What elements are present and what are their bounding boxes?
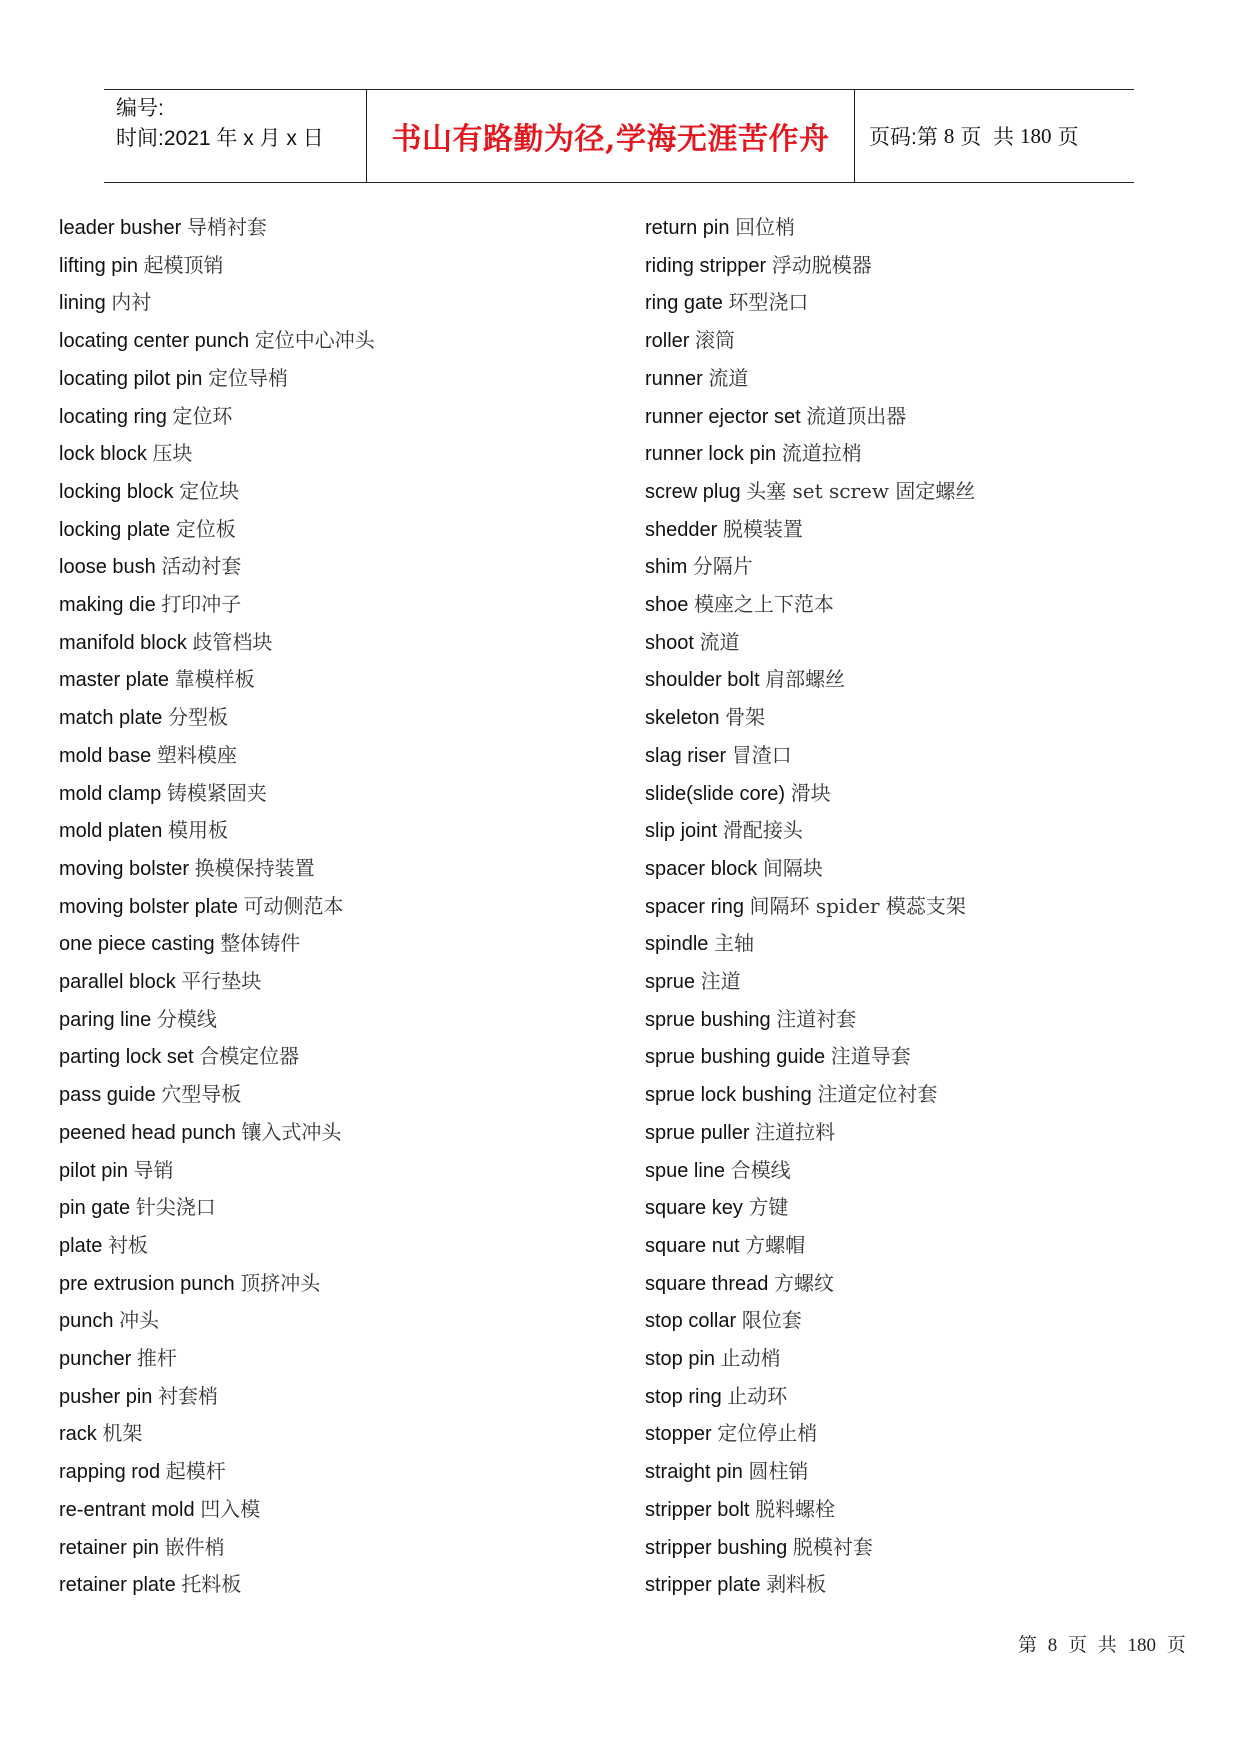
term-chinese: 分型板 — [167, 705, 228, 730]
glossary-entry — [645, 742, 792, 769]
term-chinese: 铸模紧固夹 — [166, 780, 267, 805]
term-chinese: 合模线 — [730, 1157, 791, 1182]
glossary-entry — [645, 1232, 805, 1259]
term-english: manifold block — [59, 631, 187, 654]
term-english: spacer ring — [645, 895, 744, 918]
glossary-entry — [59, 1270, 320, 1297]
term-chinese: 导梢衬套 — [186, 215, 267, 239]
glossary-entry — [645, 214, 795, 241]
footer-current: 8 — [1047, 1635, 1058, 1656]
term-chinese: 分隔片 — [692, 554, 753, 579]
term-chinese: 流道 — [699, 629, 740, 654]
term-chinese: 内衬 — [111, 290, 152, 315]
term-english: runner lock pin — [645, 443, 777, 466]
term-english: retainer pin — [59, 1536, 160, 1559]
term-english: stripper bushing — [645, 1536, 788, 1559]
term-chinese: 机架 — [102, 1421, 143, 1446]
term-chinese: 流道 — [708, 365, 749, 390]
term-chinese: 顶挤冲头 — [240, 1270, 321, 1295]
glossary-entry — [59, 1458, 226, 1485]
footer-prefix: 第 — [1018, 1635, 1038, 1656]
term-english: slip joint — [645, 820, 718, 843]
glossary-entry — [645, 704, 765, 731]
glossary-entry — [59, 1534, 225, 1561]
term-english: punch — [59, 1310, 114, 1333]
term-english: pusher pin — [59, 1385, 153, 1408]
glossary-entry — [645, 591, 834, 618]
term-english: pre extrusion punch — [59, 1272, 235, 1295]
glossary-entry — [645, 1006, 856, 1033]
term-chinese: 止动梢 — [720, 1346, 781, 1370]
glossary-entry — [59, 893, 344, 920]
glossary-entry — [645, 893, 966, 920]
term-chinese: 定位板 — [175, 516, 236, 541]
term-english: stop ring — [645, 1385, 722, 1408]
glossary-entry — [645, 252, 872, 279]
term-english: match plate — [59, 707, 163, 730]
glossary-entry — [645, 817, 803, 844]
term-chinese: 穴型导板 — [161, 1082, 242, 1107]
glossary-entry — [59, 1119, 341, 1146]
term-english: peened head punch — [59, 1121, 236, 1144]
term-chinese: 冲头 — [119, 1308, 160, 1333]
glossary-entry — [59, 1496, 260, 1523]
glossary-entry — [59, 1420, 142, 1447]
term-english: screw plug — [645, 480, 741, 503]
glossary-entry — [59, 1081, 241, 1108]
page-footer — [1018, 1630, 1186, 1657]
glossary-entry — [645, 1043, 911, 1070]
glossary-entry — [59, 1043, 299, 1070]
term-chinese: 限位套 — [741, 1308, 802, 1333]
term-chinese: 活动衬套 — [161, 554, 242, 579]
glossary-entry — [645, 629, 740, 656]
term-english: sprue bushing — [645, 1008, 771, 1031]
glossary-entry — [645, 403, 906, 430]
term-chinese: 分模线 — [156, 1006, 217, 1031]
term-english: master plate — [59, 669, 170, 692]
term-chinese: 压块 — [152, 441, 193, 466]
term-english: spindle — [645, 933, 709, 956]
term-chinese: 环型浇口 — [728, 290, 809, 315]
motto-text: 书山有路勤为径,学海无涯苦作舟 — [391, 122, 830, 157]
term-chinese: 嵌件梢 — [164, 1534, 225, 1559]
glossary-entry — [59, 1157, 174, 1184]
term-chinese: 定位导梢 — [208, 365, 288, 390]
term-english: runner — [645, 367, 703, 390]
term-english: re-entrant mold — [59, 1498, 195, 1521]
term-english: leader busher — [59, 217, 182, 239]
glossary-entry — [59, 440, 192, 467]
footer-total: 180 — [1127, 1635, 1157, 1656]
glossary-entry — [59, 1006, 217, 1033]
glossary-entry — [645, 1194, 788, 1221]
glossary-entry — [645, 553, 753, 580]
term-english: plate — [59, 1234, 103, 1257]
glossary-entry — [59, 516, 236, 543]
term-chinese: 间隔块 — [762, 855, 823, 880]
glossary-entry — [59, 968, 261, 995]
term-chinese: 注道衬套 — [776, 1006, 857, 1031]
glossary-entry — [645, 440, 862, 467]
glossary-entry — [645, 289, 808, 316]
term-chinese: 定位环 — [172, 403, 233, 428]
term-english: stripper plate — [645, 1574, 761, 1597]
term-chinese: 可动侧范本 — [243, 893, 344, 918]
term-chinese: 凹入模 — [200, 1496, 261, 1521]
glossary-entry — [645, 327, 735, 354]
document-number-label: 编号: — [116, 97, 164, 120]
footer-suffix: 页 — [1166, 1635, 1186, 1656]
glossary-entry — [645, 780, 831, 807]
term-chinese: 方螺帽 — [745, 1232, 806, 1257]
glossary-entry — [645, 1270, 834, 1297]
term-english: stripper bolt — [645, 1498, 750, 1521]
glossary-entry — [59, 742, 237, 769]
footer-mid: 页 共 — [1068, 1635, 1117, 1656]
term-chinese: 脱料螺栓 — [755, 1496, 836, 1521]
term-english: locking plate — [59, 518, 171, 541]
term-chinese: 衬板 — [107, 1232, 148, 1257]
term-english: straight pin — [645, 1461, 743, 1484]
term-english: runner ejector set — [645, 405, 801, 428]
term-english: sprue — [645, 971, 696, 993]
term-chinese: 主轴 — [713, 931, 754, 956]
glossary-entry — [59, 478, 239, 505]
glossary-entry — [59, 1307, 159, 1334]
page-label-prefix: 页码:第 — [869, 126, 938, 149]
glossary-entry — [645, 1345, 781, 1372]
glossary-entry — [59, 553, 241, 580]
glossary-entry — [59, 930, 300, 957]
term-english: shim — [645, 556, 688, 579]
term-chinese: 冒渣口 — [731, 742, 792, 767]
term-chinese: 起模杆 — [165, 1459, 226, 1484]
term-english: mold platen — [59, 820, 163, 843]
term-chinese: 浮动脱模器 — [771, 252, 872, 277]
term-english: mold clamp — [59, 782, 162, 805]
glossary-entry — [59, 214, 267, 241]
term-chinese: 推杆 — [136, 1346, 177, 1370]
glossary-entry — [645, 1119, 835, 1146]
term-english: spacer block — [645, 857, 758, 880]
term-chinese: 定位中心冲头 — [254, 328, 375, 353]
term-english: shoe — [645, 594, 689, 616]
term-english: sprue bushing guide — [645, 1046, 826, 1069]
term-chinese: 起模顶销 — [143, 252, 224, 277]
term-chinese: 注道 — [700, 969, 741, 993]
glossary-entry — [645, 1496, 835, 1523]
term-chinese: 歧管档块 — [192, 629, 273, 654]
term-english: riding stripper — [645, 254, 767, 277]
term-english: ring gate — [645, 292, 723, 315]
glossary-entry — [59, 365, 288, 392]
term-english: square thread — [645, 1272, 769, 1295]
term-chinese: 平行垫块 — [181, 969, 262, 993]
term-english: parallel block — [59, 971, 176, 993]
page-total-number: 180 — [1020, 123, 1052, 148]
glossary-entry — [645, 365, 748, 392]
term-english: roller — [645, 330, 690, 353]
term-chinese: 整体铸件 — [220, 931, 301, 956]
term-chinese: 镶入式冲头 — [241, 1119, 342, 1144]
glossary-entry — [59, 704, 228, 731]
term-chinese: 针尖浇口 — [135, 1195, 216, 1220]
term-chinese: 方螺纹 — [773, 1270, 834, 1295]
term-english: sprue lock bushing — [645, 1084, 812, 1107]
term-english: loose bush — [59, 556, 156, 579]
glossary-entry — [645, 855, 823, 882]
glossary-entry — [645, 1458, 808, 1485]
page-label-suffix: 页 — [1057, 126, 1079, 149]
page-label-mid: 页 共 — [960, 126, 1015, 149]
term-chinese: 流道顶出器 — [806, 403, 907, 428]
glossary-entry — [59, 1345, 177, 1372]
term-english: moving bolster — [59, 857, 190, 880]
term-english: slide(slide core) — [645, 782, 786, 805]
glossary-entry — [645, 1157, 791, 1184]
term-english: pilot pin — [59, 1159, 128, 1182]
term-chinese: 换模保持装置 — [194, 855, 315, 880]
term-chinese: 定位停止梢 — [717, 1421, 818, 1446]
term-english: lining — [59, 292, 106, 315]
term-english: pass guide — [59, 1084, 156, 1107]
term-english: locating center punch — [59, 330, 250, 353]
term-english: one piece casting — [59, 933, 215, 956]
term-chinese: 注道定位衬套 — [817, 1082, 938, 1107]
glossary-entry — [59, 780, 267, 807]
glossary-entry — [59, 666, 255, 693]
glossary-entry — [59, 1232, 148, 1259]
glossary-entry — [645, 1571, 826, 1598]
term-english: making die — [59, 594, 156, 616]
glossary-entry — [645, 1081, 937, 1108]
term-chinese: 方键 — [748, 1195, 789, 1220]
term-chinese: 剥料板 — [766, 1572, 827, 1597]
term-english: stop pin — [645, 1348, 716, 1370]
term-chinese: 间隔环 spider 模蕊支架 — [749, 893, 966, 918]
term-english: return pin — [645, 217, 730, 239]
term-chinese: 滑块 — [790, 780, 831, 805]
term-chinese: 定位块 — [179, 478, 240, 503]
glossary-entry — [59, 629, 272, 656]
glossary-entry — [59, 591, 241, 618]
glossary-entry — [645, 1383, 787, 1410]
glossary-entry — [59, 403, 232, 430]
term-english: moving bolster plate — [59, 895, 238, 918]
term-chinese: 滚筒 — [695, 328, 736, 353]
term-chinese: 导销 — [133, 1157, 174, 1182]
glossary-entry — [59, 817, 228, 844]
glossary-entry — [645, 1420, 817, 1447]
term-chinese: 模座之上下范本 — [693, 592, 834, 616]
header-motto-cell — [367, 90, 855, 182]
glossary-entry — [59, 327, 375, 354]
term-english: rack — [59, 1423, 97, 1446]
glossary-entry — [645, 516, 803, 543]
term-english: lifting pin — [59, 254, 138, 277]
term-english: sprue puller — [645, 1121, 750, 1144]
glossary-entry — [645, 930, 754, 957]
term-chinese: 圆柱销 — [748, 1459, 809, 1484]
term-chinese: 肩部螺丝 — [765, 667, 846, 692]
document-time-label: 时间:2021 年 x 月 x 日 — [116, 127, 324, 150]
term-english: shoot — [645, 631, 694, 654]
term-english: locating pilot pin — [59, 367, 203, 390]
term-chinese: 模用板 — [167, 818, 228, 843]
glossary-entry — [59, 289, 151, 316]
term-chinese: 注道导套 — [830, 1044, 911, 1069]
term-english: puncher — [59, 1348, 132, 1370]
term-chinese: 脱模装置 — [722, 516, 803, 541]
term-chinese: 脱模衬套 — [792, 1534, 873, 1559]
term-english: skeleton — [645, 707, 720, 730]
glossary-entry — [645, 1534, 873, 1561]
term-english: rapping rod — [59, 1461, 161, 1484]
term-english: square nut — [645, 1234, 740, 1257]
glossary-entry — [645, 478, 975, 505]
page-current-number: 8 — [943, 123, 955, 148]
glossary-entry — [59, 1383, 218, 1410]
glossary-entry — [59, 1194, 216, 1221]
glossary-entry — [59, 855, 315, 882]
glossary-entry — [645, 1307, 802, 1334]
term-chinese: 靠模样板 — [174, 667, 255, 692]
term-english: square key — [645, 1197, 743, 1220]
term-english: paring line — [59, 1008, 152, 1031]
glossary-entry — [59, 1571, 241, 1598]
term-chinese: 骨架 — [725, 705, 766, 730]
term-chinese: 头塞 set screw 固定螺丝 — [746, 478, 976, 503]
glossary-entry — [645, 968, 741, 995]
glossary-entry — [645, 666, 845, 693]
term-english: stop collar — [645, 1310, 737, 1333]
term-chinese: 流道拉梢 — [781, 441, 862, 466]
term-english: stopper — [645, 1423, 712, 1446]
term-english: slag riser — [645, 744, 727, 767]
term-english: locating ring — [59, 405, 167, 428]
term-english: mold base — [59, 744, 152, 767]
term-chinese: 注道拉料 — [755, 1119, 836, 1144]
page-header — [104, 89, 1134, 183]
term-chinese: 滑配接头 — [722, 818, 803, 843]
term-english: pin gate — [59, 1197, 131, 1220]
term-chinese: 止动环 — [727, 1383, 788, 1408]
glossary-entry — [59, 252, 224, 279]
term-english: locking block — [59, 480, 174, 503]
term-chinese: 衬套梢 — [157, 1383, 218, 1408]
term-english: spue line — [645, 1159, 726, 1182]
term-english: shoulder bolt — [645, 669, 760, 692]
term-english: shedder — [645, 518, 718, 541]
header-page-cell — [855, 90, 1134, 182]
term-english: lock block — [59, 443, 147, 466]
term-chinese: 托料板 — [181, 1572, 242, 1597]
term-english: parting lock set — [59, 1046, 194, 1069]
term-chinese: 合模定位器 — [199, 1044, 300, 1069]
term-chinese: 回位梢 — [735, 215, 796, 239]
header-info-cell — [104, 90, 367, 182]
term-chinese: 打印冲子 — [161, 592, 242, 616]
term-chinese: 塑料模座 — [156, 742, 237, 767]
term-english: retainer plate — [59, 1574, 176, 1597]
